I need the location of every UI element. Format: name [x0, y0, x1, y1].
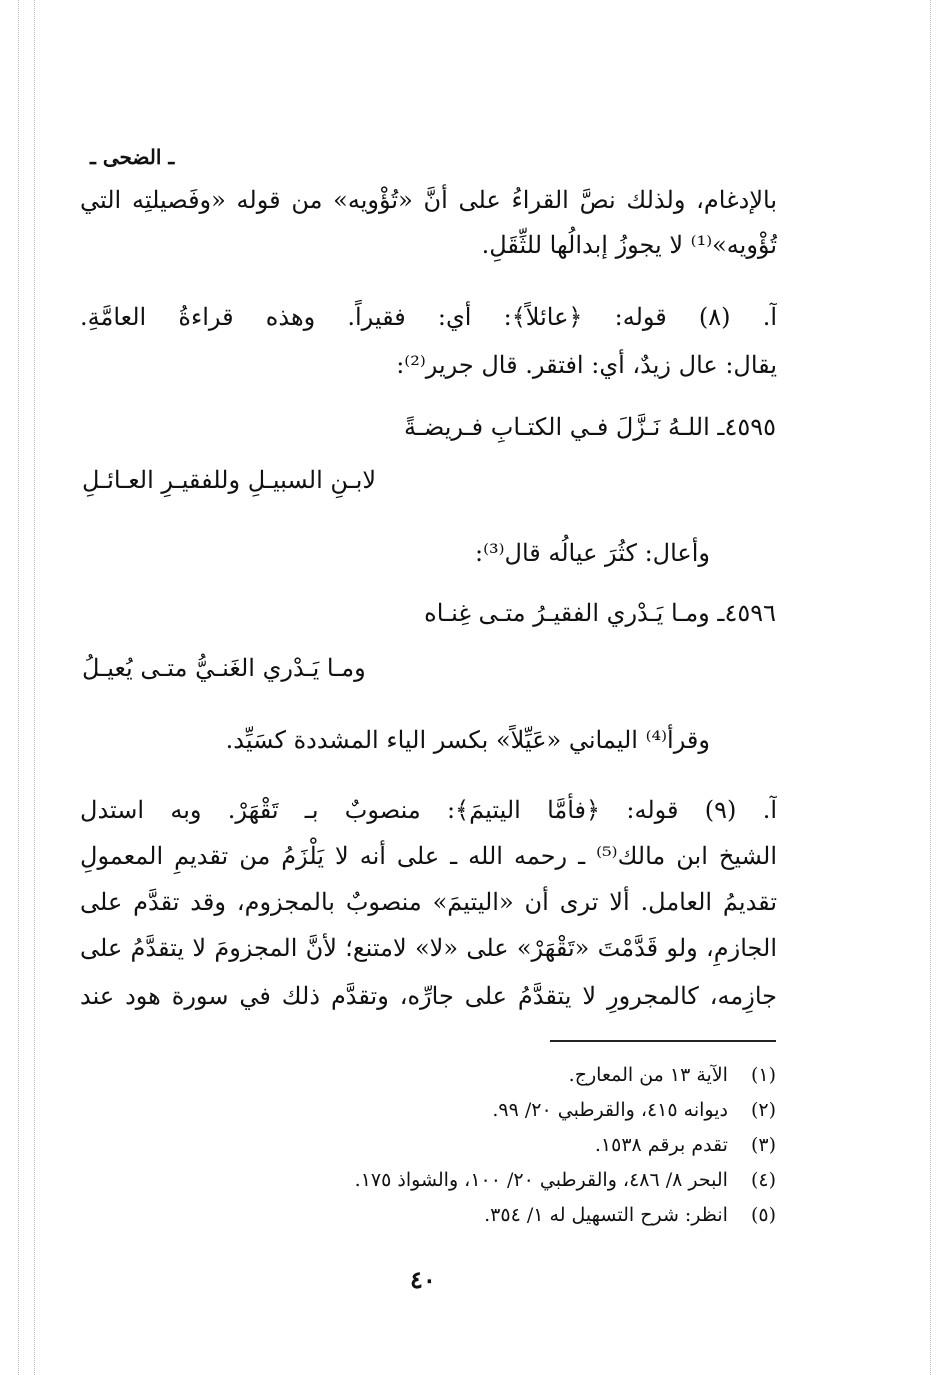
poem-4596-second: ومـا يَـدْري الغَنـيُّ متـى يُعيـلُ [82, 654, 366, 682]
text-line-verse-9: آ. (٩) قوله: ﴿فأمَّا اليتيمَ﴾: منصوبٌ بـ تَقْهَرْ. وبه استدل [80, 796, 777, 824]
text-line-12: الشيخ ابن مالك⁽⁵⁾ ـ رحمه الله ـ على أنه لا يَلْزَمُ من تقديمِ المعمولِ [80, 842, 777, 870]
footnote-5 [484, 1199, 776, 1231]
page-number: ٤٠ [410, 1265, 436, 1294]
footnote-4 [355, 1164, 776, 1196]
footnote-1 [569, 1059, 776, 1091]
text-line-10: وقرأ⁽⁴⁾ اليماني «عَيِّلاً» بكسر الياء المشددة كسَيِّد. [225, 726, 710, 754]
footnote-text: انظر: شرح التسهيل له ١/ ٣٥٤. [484, 1204, 728, 1226]
text-line-2: تُؤْويه»⁽¹⁾ لا يجوزُ إبدالُها للثِّقَلِ. [481, 231, 777, 259]
footnote-3 [595, 1129, 776, 1161]
footnote-number: (١) [750, 1064, 776, 1086]
text-line-4: يقال: عال زيدٌ، أي: افتقر. قال جرير⁽²⁾: [396, 351, 777, 379]
text-line-13: تقديمُ العامل. ألا ترى أن «اليتيمَ» منصوبٌ بالمجزوم، وقد تقدَّم على [80, 888, 777, 916]
footnote-2 [492, 1094, 776, 1126]
poem-4595-first: ٤٥٩٥ـ اللـهُ نَـزَّلَ فـي الكتـابِ فـريضـةً [403, 413, 776, 441]
footnote-text: ديوانه ٤١٥، والقرطبي ٢٠/ ٩٩. [492, 1099, 728, 1121]
footnote-number: (٢) [750, 1099, 776, 1121]
margin-dots-left-2 [34, 0, 35, 1375]
margin-dots-right [930, 0, 931, 1375]
margin-dots-left [18, 0, 19, 1375]
footnote-number: (٣) [750, 1134, 776, 1156]
text-line-15: جازِمه، كالمجرورِ لا يتقدَّمُ على جارِّه، وتقدَّم ذلك في سورة هود عند [80, 982, 777, 1010]
text-line-verse-8: آ. (٨) قوله: ﴿عائلاً﴾: أي: فقيراً. وهذه قراءةُ العامَّةِ. [80, 303, 777, 331]
footnote-number: (٥) [750, 1204, 776, 1226]
footnote-rule [550, 1040, 776, 1042]
text-line-14: الجازمِ، ولو قَدَّمْتَ «تَقْهَرْ» على «لا» لامتنع؛ لأنَّ المجزومَ لا يتقدَّمُ على [80, 934, 777, 962]
text-line-7: وأعال: كثُرَ عيالُه قال⁽³⁾: [475, 539, 710, 567]
poem-4595-second: لابـنِ السبيـلِ وللفقيـرِ العـائـلِ [82, 466, 377, 494]
poem-4596-first: ٤٥٩٦ـ ومـا يَـدْري الفقيـرُ متـى غِنـاه [424, 599, 776, 627]
footnote-number: (٤) [750, 1169, 776, 1191]
footnote-text: البحر ٨/ ٤٨٦، والقرطبي ٢٠/ ١٠٠، والشواذ ١٧٥. [354, 1169, 728, 1191]
footnote-text: تقدم برقم ١٥٣٨. [594, 1134, 728, 1156]
footnote-text: الآية ١٣ من المعارج. [568, 1064, 728, 1086]
running-header: ـ الضحى ـ [90, 145, 175, 169]
text-line-1: بالإدغام، ولذلك نصَّ القراءُ على أنَّ «تُؤْويه» من قوله «وفَصيلتِه التي [80, 186, 777, 214]
